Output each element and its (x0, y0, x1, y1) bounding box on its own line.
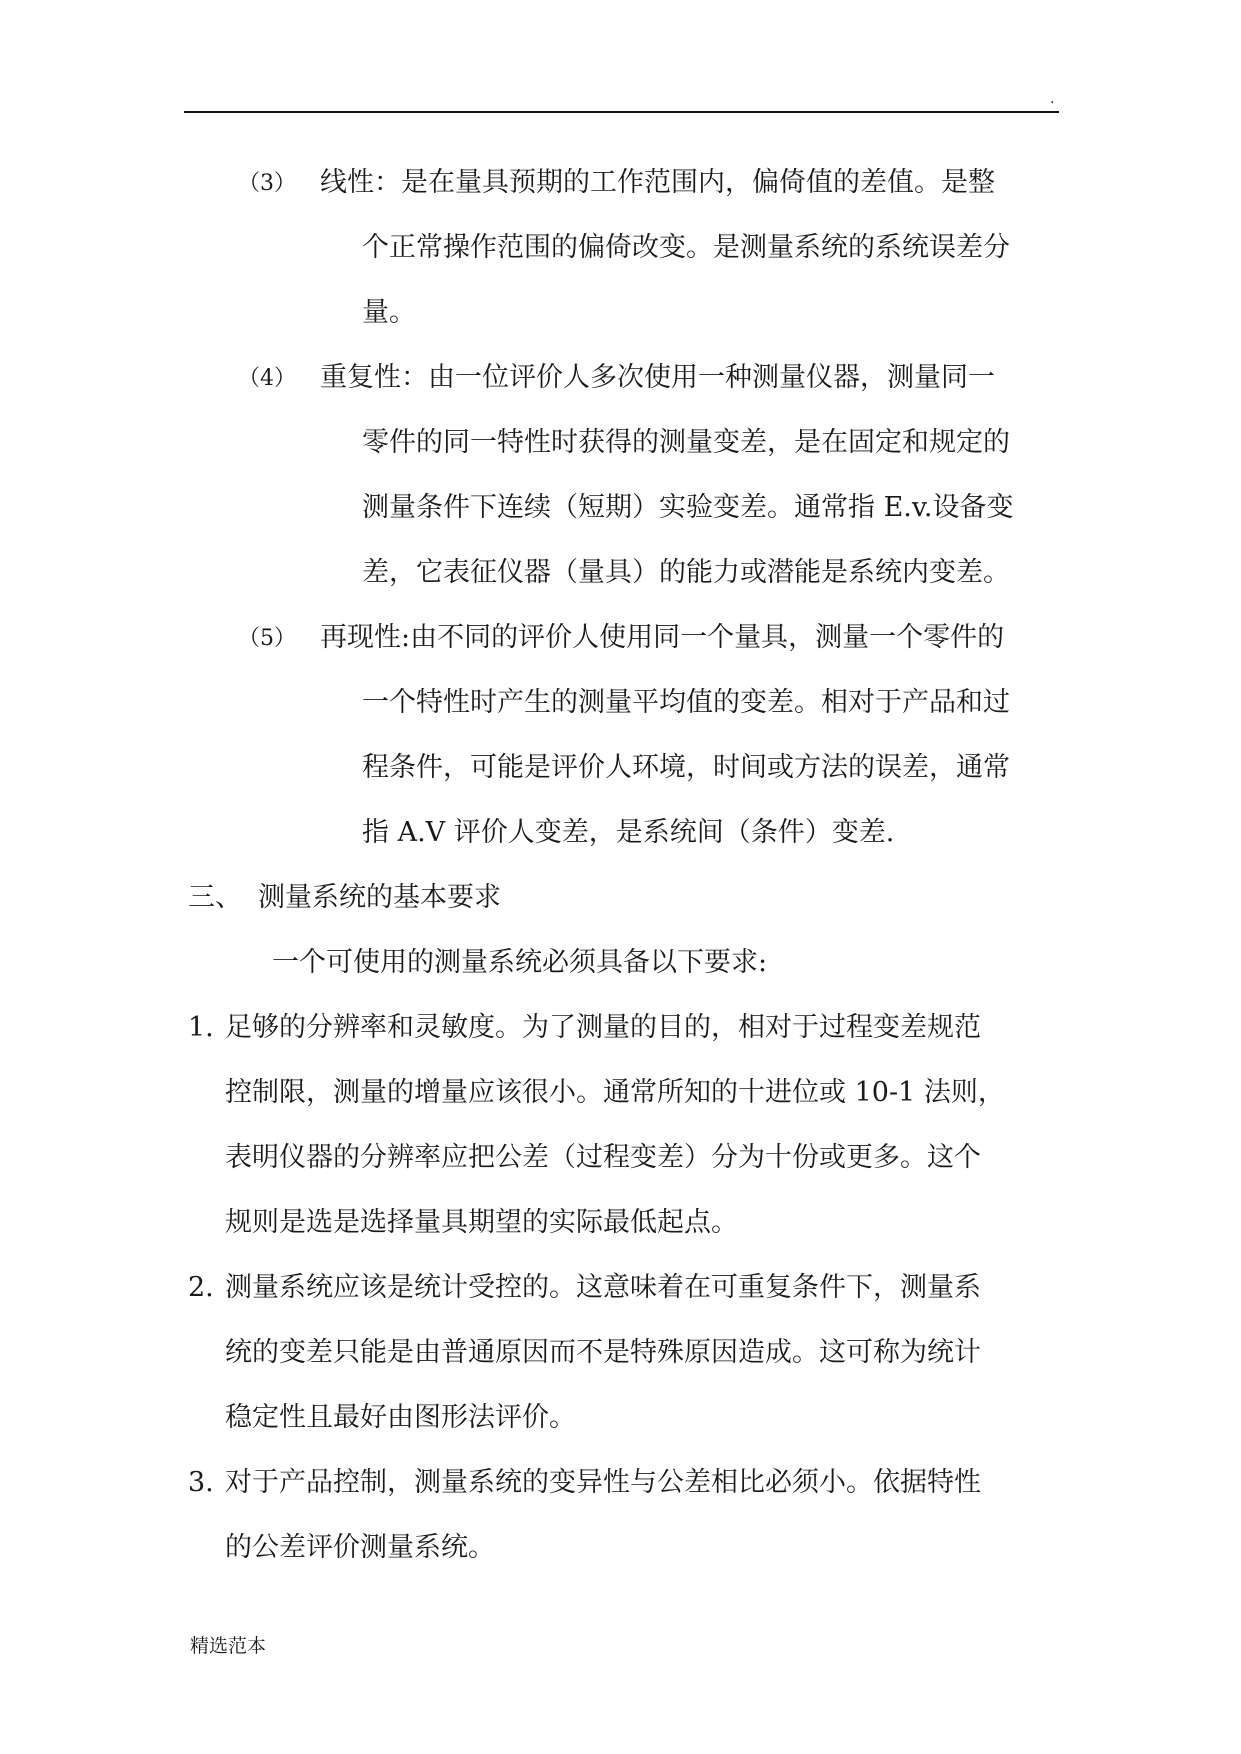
header-rule (184, 111, 1059, 113)
item-text-line: 指 A.V 评价人变差，是系统间（条件）变差. (362, 817, 895, 848)
item-text-line: 程条件，可能是评价人环境，时间或方法的误差，通常 (362, 752, 1010, 783)
item-text-line: 量。 (362, 297, 416, 328)
item-number: （3） (238, 171, 296, 196)
requirement-text-line: 表明仪器的分辨率应把公差（过程变差）分为十份或更多。这个 (225, 1142, 981, 1173)
item-text-line: 个正常操作范围的偏倚改变。是测量系统的系统误差分 (362, 232, 1010, 263)
footer-text: 精选范本 (190, 1635, 267, 1657)
requirement-number: 2. (188, 1272, 214, 1303)
section-title: 测量系统的基本要求 (258, 882, 501, 913)
requirement-text-line: 控制限，测量的增量应该很小。通常所知的十进位或 10-1 法则， (225, 1077, 1005, 1108)
item-text-line: 重复性：由一位评价人多次使用一种测量仪器，测量同一 (320, 362, 995, 393)
requirement-text-line: 对于产品控制，测量系统的变异性与公差相比必须小。依据特性 (225, 1467, 981, 1498)
item-number: （4） (238, 366, 296, 391)
requirement-text-line: 统的变差只能是由普通原因而不是特殊原因造成。这可称为统计 (225, 1337, 981, 1368)
intro-paragraph: 一个可使用的测量系统必须具备以下要求: (272, 947, 768, 978)
item-text-line: 零件的同一特性时获得的测量变差，是在固定和规定的 (362, 427, 1010, 458)
item-text-line: 一个特性时产生的测量平均值的变差。相对于产品和过 (362, 687, 1010, 718)
requirement-text-line: 测量系统应该是统计受控的。这意味着在可重复条件下，测量系 (225, 1272, 981, 1303)
item-number: （5） (238, 626, 296, 651)
item-text-line: 差，它表征仪器（量具）的能力或潜能是系统内变差。 (362, 557, 1010, 588)
requirement-text-line: 规则是选是选择量具期望的实际最低起点。 (225, 1207, 738, 1238)
item-text-line: 再现性:由不同的评价人使用同一个量具，测量一个零件的 (320, 622, 1005, 653)
requirement-text-line: 稳定性且最好由图形法评价。 (225, 1402, 576, 1433)
item-text-line: 测量条件下连续（短期）实验变差。通常指 E.v.设备变 (362, 492, 1014, 523)
requirement-number: 3. (188, 1467, 214, 1498)
requirement-text-line: 足够的分辨率和灵敏度。为了测量的目的，相对于过程变差规范 (225, 1012, 981, 1043)
item-text-line: 线性：是在量具预期的工作范围内，偏倚值的差值。是整 (320, 167, 995, 198)
requirement-text-line: 的公差评价测量系统。 (225, 1532, 495, 1563)
header-mark: . (1050, 91, 1055, 107)
section-number: 三、 (188, 882, 242, 913)
requirement-number: 1. (188, 1012, 214, 1043)
